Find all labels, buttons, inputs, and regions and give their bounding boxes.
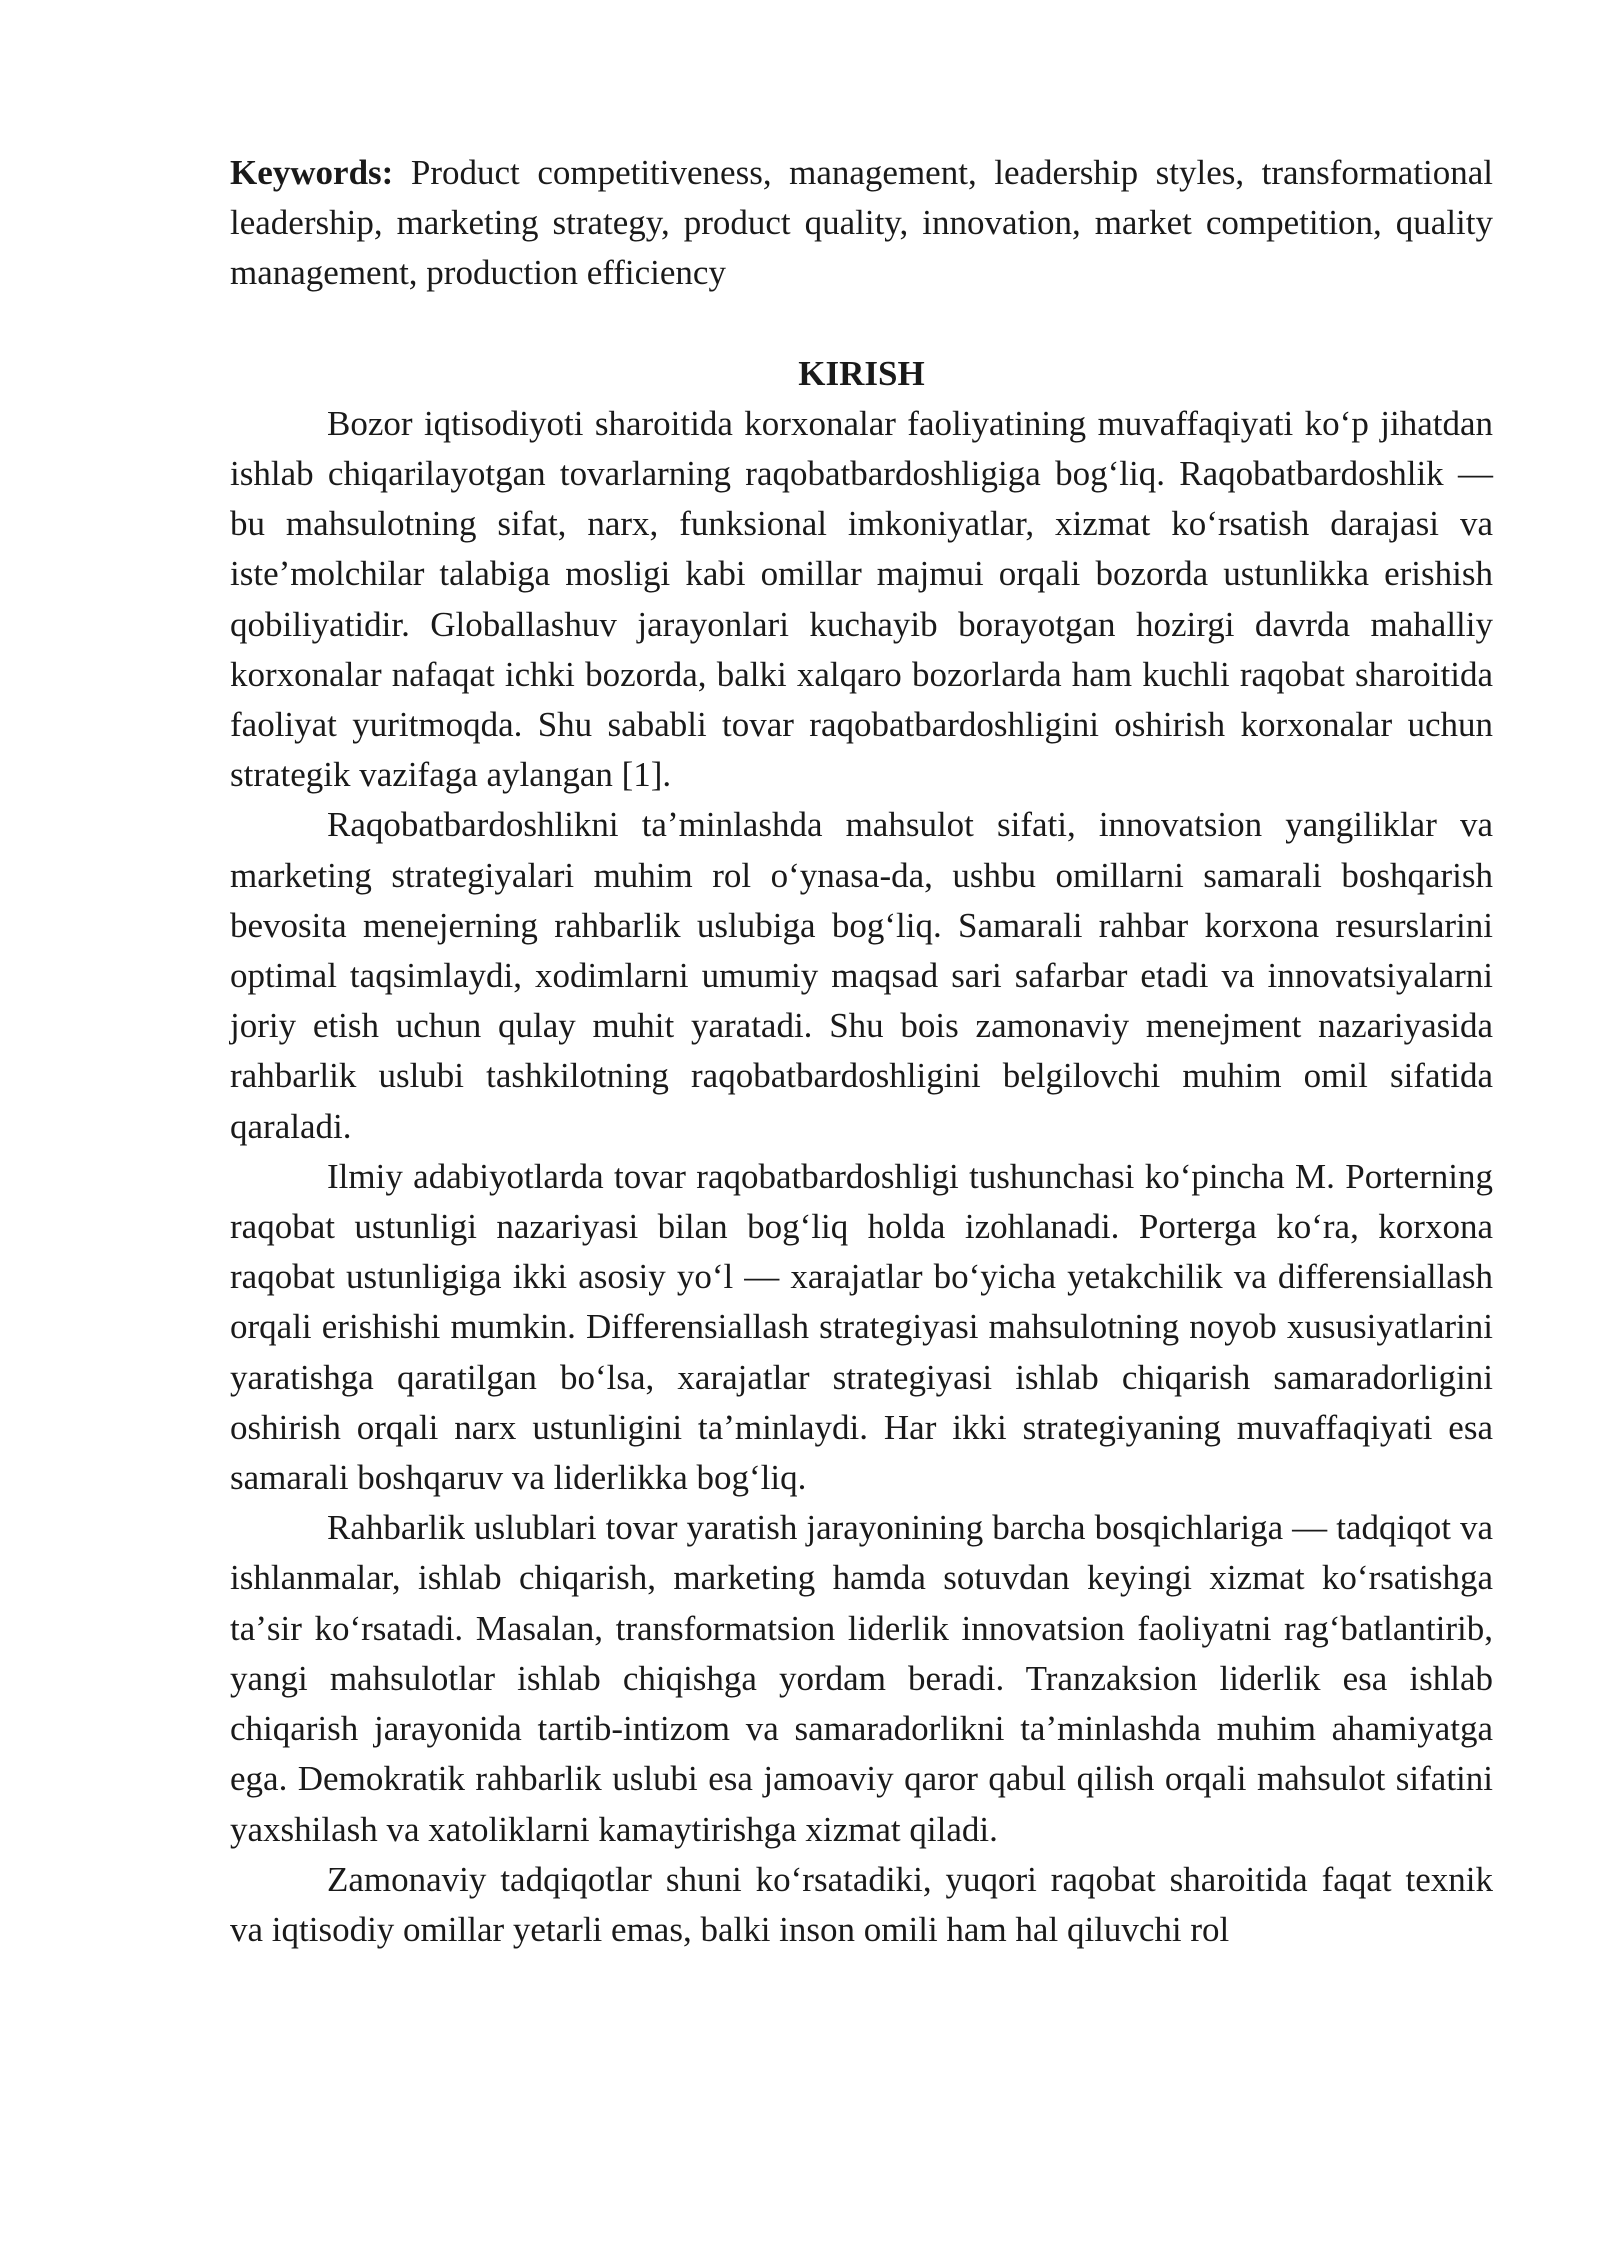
keywords-text: Product competitiveness, management, leadership styles, transformational leadership, marketing strategy, product quality, innovation, market competition, quality management, production efficiency: [230, 153, 1493, 293]
body-paragraph-5: Zamonaviy tadqiqotlar shuni koʻrsatadiki, yuqori raqobat sharoitida faqat texnik va iqtisodiy omillar yetarli emas, balki inson omili ham hal qiluvchi rol: [230, 1859, 1493, 1949]
keywords-label: Keywords:: [230, 153, 394, 192]
section-heading: KIRISH: [798, 353, 925, 393]
keywords-paragraph: [230, 148, 1493, 299]
body-paragraph-1: Bozor iqtisodiyoti sharoitida korxonalar faoliyatining muvaffaqiyati koʻp jihatdan ishlab chiqarilayotgan tovarlarning raqobatbardoshligiga bogʻliq. Raqobatbardoshlik — bu mahsulotning sifat, narx, funksional imkoniyatlar, xizmat koʻrsatish darajasi va isteʼmolchilar talabiga mosligi kabi omillar majmui orqali bozorda ustunlikka erishish qobiliyatidir. Globallashuv jarayonlari kuchayib borayotgan hozirgi davrda mahalliy korxonalar nafaqat ichki bozorda, balki xalqaro bozorlarda ham kuchli raqobat sharoitida faoliyat yuritmoqda. Shu sababli tovar raqobatbardoshligini oshirish korxonalar uchun strategik vazifaga aylangan [1].: [230, 403, 1493, 795]
body-paragraph-3: Ilmiy adabiyotlarda tovar raqobatbardoshligi tushunchasi koʻpincha M. Porterning raqobat ustunligi nazariyasi bilan bogʻliq holda izohlanadi. Porterga koʻra, korxona raqobat ustunligiga ikki asosiy yoʻl — xarajatlar boʻyicha yetakchilik va differensiallash orqali erishishi mumkin. Differensiallash strategiyasi mahsulotning noyob xususiyatlarini yaratishga qaratilgan boʻlsa, xarajatlar strategiyasi ishlab chiqarish samaradorligini oshirish orqali narx ustunligini taʼminlaydi. Har ikki strategiyaning muvaffaqiyati esa samarali boshqaruv va liderlikka bogʻliq.: [230, 1156, 1493, 1498]
body-paragraph-4: Rahbarlik uslublari tovar yaratish jarayonining barcha bosqichlariga — tadqiqot va ishlanmalar, ishlab chiqarish, marketing hamda sotuvdan keyingi xizmat koʻrsatishga taʼsir koʻrsatadi. Masalan, transformatsion liderlik innovatsion faoliyatni ragʻbatlantirib, yangi mahsulotlar ishlab chiqishga yordam beradi. Tranzaksion liderlik esa ishlab chiqarish jarayonida tartib-intizom va samaradorlikni taʼminlashda muhim ahamiyatga ega. Demokratik rahbarlik uslubi esa jamoaviy qaror qabul qilish orqali mahsulot sifatini yaxshilash va xatoliklarni kamaytirishga xizmat qiladi.: [230, 1508, 1493, 1849]
body-paragraph-2: Raqobatbardoshlikni taʼminlashda mahsulot sifati, innovatsion yangiliklar va marketing strategiyalari muhim rol oʻynasa-da, ushbu omillarni samarali boshqarish bevosita menejerning rahbarlik uslubiga bogʻliq. Samarali rahbar korxona resurslarini optimal taqsimlaydi, xodimlarni umumiy maqsad sari safarbar etadi va innovatsiyalarni joriy etish uchun qulay muhit yaratadi. Shu bois zamonaviy menejment nazariyasida rahbarlik uslubi tashkilotning raqobatbardoshligini belgilovchi muhim omil sifatida qaraladi.: [230, 805, 1493, 1146]
document-page: [230, 148, 1493, 1955]
